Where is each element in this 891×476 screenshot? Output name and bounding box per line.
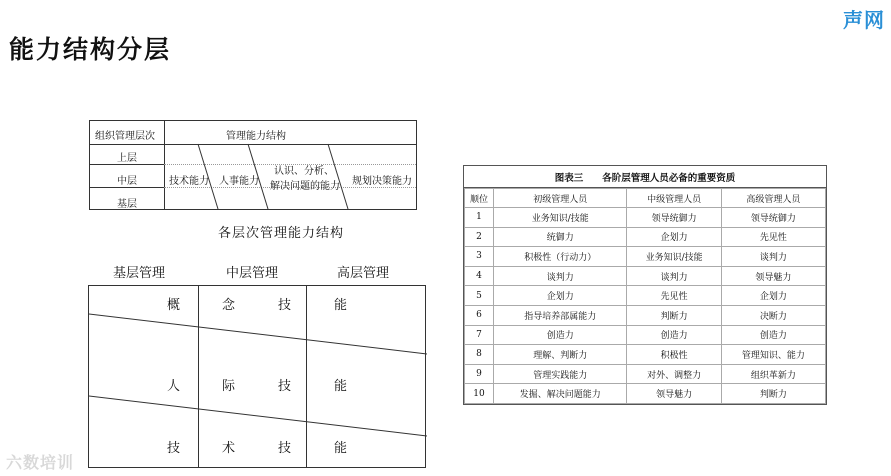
middle-cell: 谈判力 bbox=[627, 266, 721, 286]
junior-cell: 业务知识/技能 bbox=[494, 208, 627, 228]
page-title: 能力结构分层 bbox=[9, 35, 172, 64]
senior-cell: 组织革新力 bbox=[721, 364, 825, 384]
middle-cell: 积极性 bbox=[627, 345, 721, 365]
skill-human-char3: 技 bbox=[278, 379, 292, 394]
middle-cell: 领导统御力 bbox=[627, 208, 721, 228]
junior-cell: 理解、判断力 bbox=[494, 345, 627, 365]
level-header-base: 基层管理 bbox=[113, 266, 166, 281]
junior-cell: 谈判力 bbox=[494, 266, 627, 286]
brand-logo: 声网 bbox=[843, 8, 885, 32]
ability-human: 人事能力 bbox=[219, 176, 259, 187]
qualifications-table-panel bbox=[463, 165, 827, 405]
senior-cell: 判断力 bbox=[721, 384, 825, 404]
rank-cell: 6 bbox=[465, 305, 494, 325]
skill-human-char4: 能 bbox=[334, 379, 348, 394]
level-header-top: 高层管理 bbox=[337, 266, 390, 281]
diagram-caption: 各层次管理能力结构 bbox=[218, 226, 345, 241]
junior-cell: 管理实践能力 bbox=[494, 364, 627, 384]
watermark: 六数培训 bbox=[6, 453, 75, 472]
skill-conceptual-char2: 念 bbox=[222, 298, 236, 313]
level-base: 基层 bbox=[117, 199, 137, 210]
level-middle: 中层 bbox=[117, 176, 137, 187]
table-header-row bbox=[465, 189, 826, 208]
rank-cell: 5 bbox=[465, 286, 494, 306]
skill-conceptual-char3: 技 bbox=[278, 298, 292, 313]
middle-cell: 创造力 bbox=[627, 325, 721, 345]
middle-cell: 判断力 bbox=[627, 305, 721, 325]
rank-cell: 10 bbox=[465, 384, 494, 404]
rank-cell: 8 bbox=[465, 345, 494, 365]
senior-cell: 先见性 bbox=[721, 227, 825, 247]
skill-mix-diagram bbox=[88, 285, 426, 468]
junior-cell: 发掘、解决问题能力 bbox=[494, 384, 627, 404]
table-row bbox=[465, 266, 826, 286]
ability-technical: 技术能力 bbox=[169, 176, 209, 187]
rank-cell: 4 bbox=[465, 266, 494, 286]
middle-cell: 业务知识/技能 bbox=[627, 247, 721, 267]
rank-cell: 7 bbox=[465, 325, 494, 345]
rank-cell: 2 bbox=[465, 227, 494, 247]
ability-planning: 规划决策能力 bbox=[352, 176, 412, 187]
rank-cell: 1 bbox=[465, 208, 494, 228]
skill-conceptual-char1: 概 bbox=[167, 298, 181, 313]
skill-technical-char3: 技 bbox=[278, 441, 292, 456]
junior-cell: 创造力 bbox=[494, 325, 627, 345]
header-middle: 中级管理人员 bbox=[627, 189, 721, 208]
table-row bbox=[465, 345, 826, 365]
table-row bbox=[465, 325, 826, 345]
middle-cell: 领导魅力 bbox=[627, 384, 721, 404]
header-rank: 顺位 bbox=[465, 189, 494, 208]
junior-cell: 积极性（行动力） bbox=[494, 247, 627, 267]
header-senior: 高级管理人员 bbox=[721, 189, 825, 208]
header-ability-structure: 管理能力结构 bbox=[226, 131, 286, 142]
middle-cell: 企划力 bbox=[627, 227, 721, 247]
senior-cell: 企划力 bbox=[721, 286, 825, 306]
header-org-level: 组织管理层次 bbox=[95, 131, 155, 142]
senior-cell: 决断力 bbox=[721, 305, 825, 325]
senior-cell: 创造力 bbox=[721, 325, 825, 345]
skill-technical-char4: 能 bbox=[334, 441, 348, 456]
skill-technical-char2: 术 bbox=[222, 441, 236, 456]
middle-cell: 对外、调整力 bbox=[627, 364, 721, 384]
header-junior: 初级管理人员 bbox=[494, 189, 627, 208]
skill-human-char1: 人 bbox=[167, 379, 181, 394]
senior-cell: 管理知识、能力 bbox=[721, 345, 825, 365]
junior-cell: 企划力 bbox=[494, 286, 627, 306]
table-row bbox=[465, 305, 826, 325]
skill-conceptual-char4: 能 bbox=[334, 298, 348, 313]
level-upper: 上层 bbox=[117, 153, 137, 164]
table-row bbox=[465, 247, 826, 267]
table-title: 图表三 各阶层管理人员必备的重要资质 bbox=[464, 166, 826, 188]
level-header-middle: 中层管理 bbox=[226, 266, 279, 281]
skill-technical-char1: 技 bbox=[167, 441, 181, 456]
rank-cell: 9 bbox=[465, 364, 494, 384]
junior-cell: 统御力 bbox=[494, 227, 627, 247]
table-row bbox=[465, 384, 826, 404]
junior-cell: 指导培养部属能力 bbox=[494, 305, 627, 325]
senior-cell: 领导统御力 bbox=[721, 208, 825, 228]
senior-cell: 谈判力 bbox=[721, 247, 825, 267]
table-row bbox=[465, 286, 826, 306]
skill-boundary-lines bbox=[89, 286, 427, 469]
skill-human-char2: 际 bbox=[222, 379, 236, 394]
rank-cell: 3 bbox=[465, 247, 494, 267]
table-row bbox=[465, 364, 826, 384]
ability-conceptual-line1: 认识、分析、 bbox=[274, 166, 334, 177]
table-row bbox=[465, 227, 826, 247]
qualifications-table bbox=[464, 166, 826, 404]
senior-cell: 领导魅力 bbox=[721, 266, 825, 286]
middle-cell: 先见性 bbox=[627, 286, 721, 306]
table-row bbox=[465, 208, 826, 228]
ability-structure-diagram bbox=[89, 120, 417, 210]
ability-conceptual-line2: 解决问题的能力 bbox=[270, 181, 340, 192]
